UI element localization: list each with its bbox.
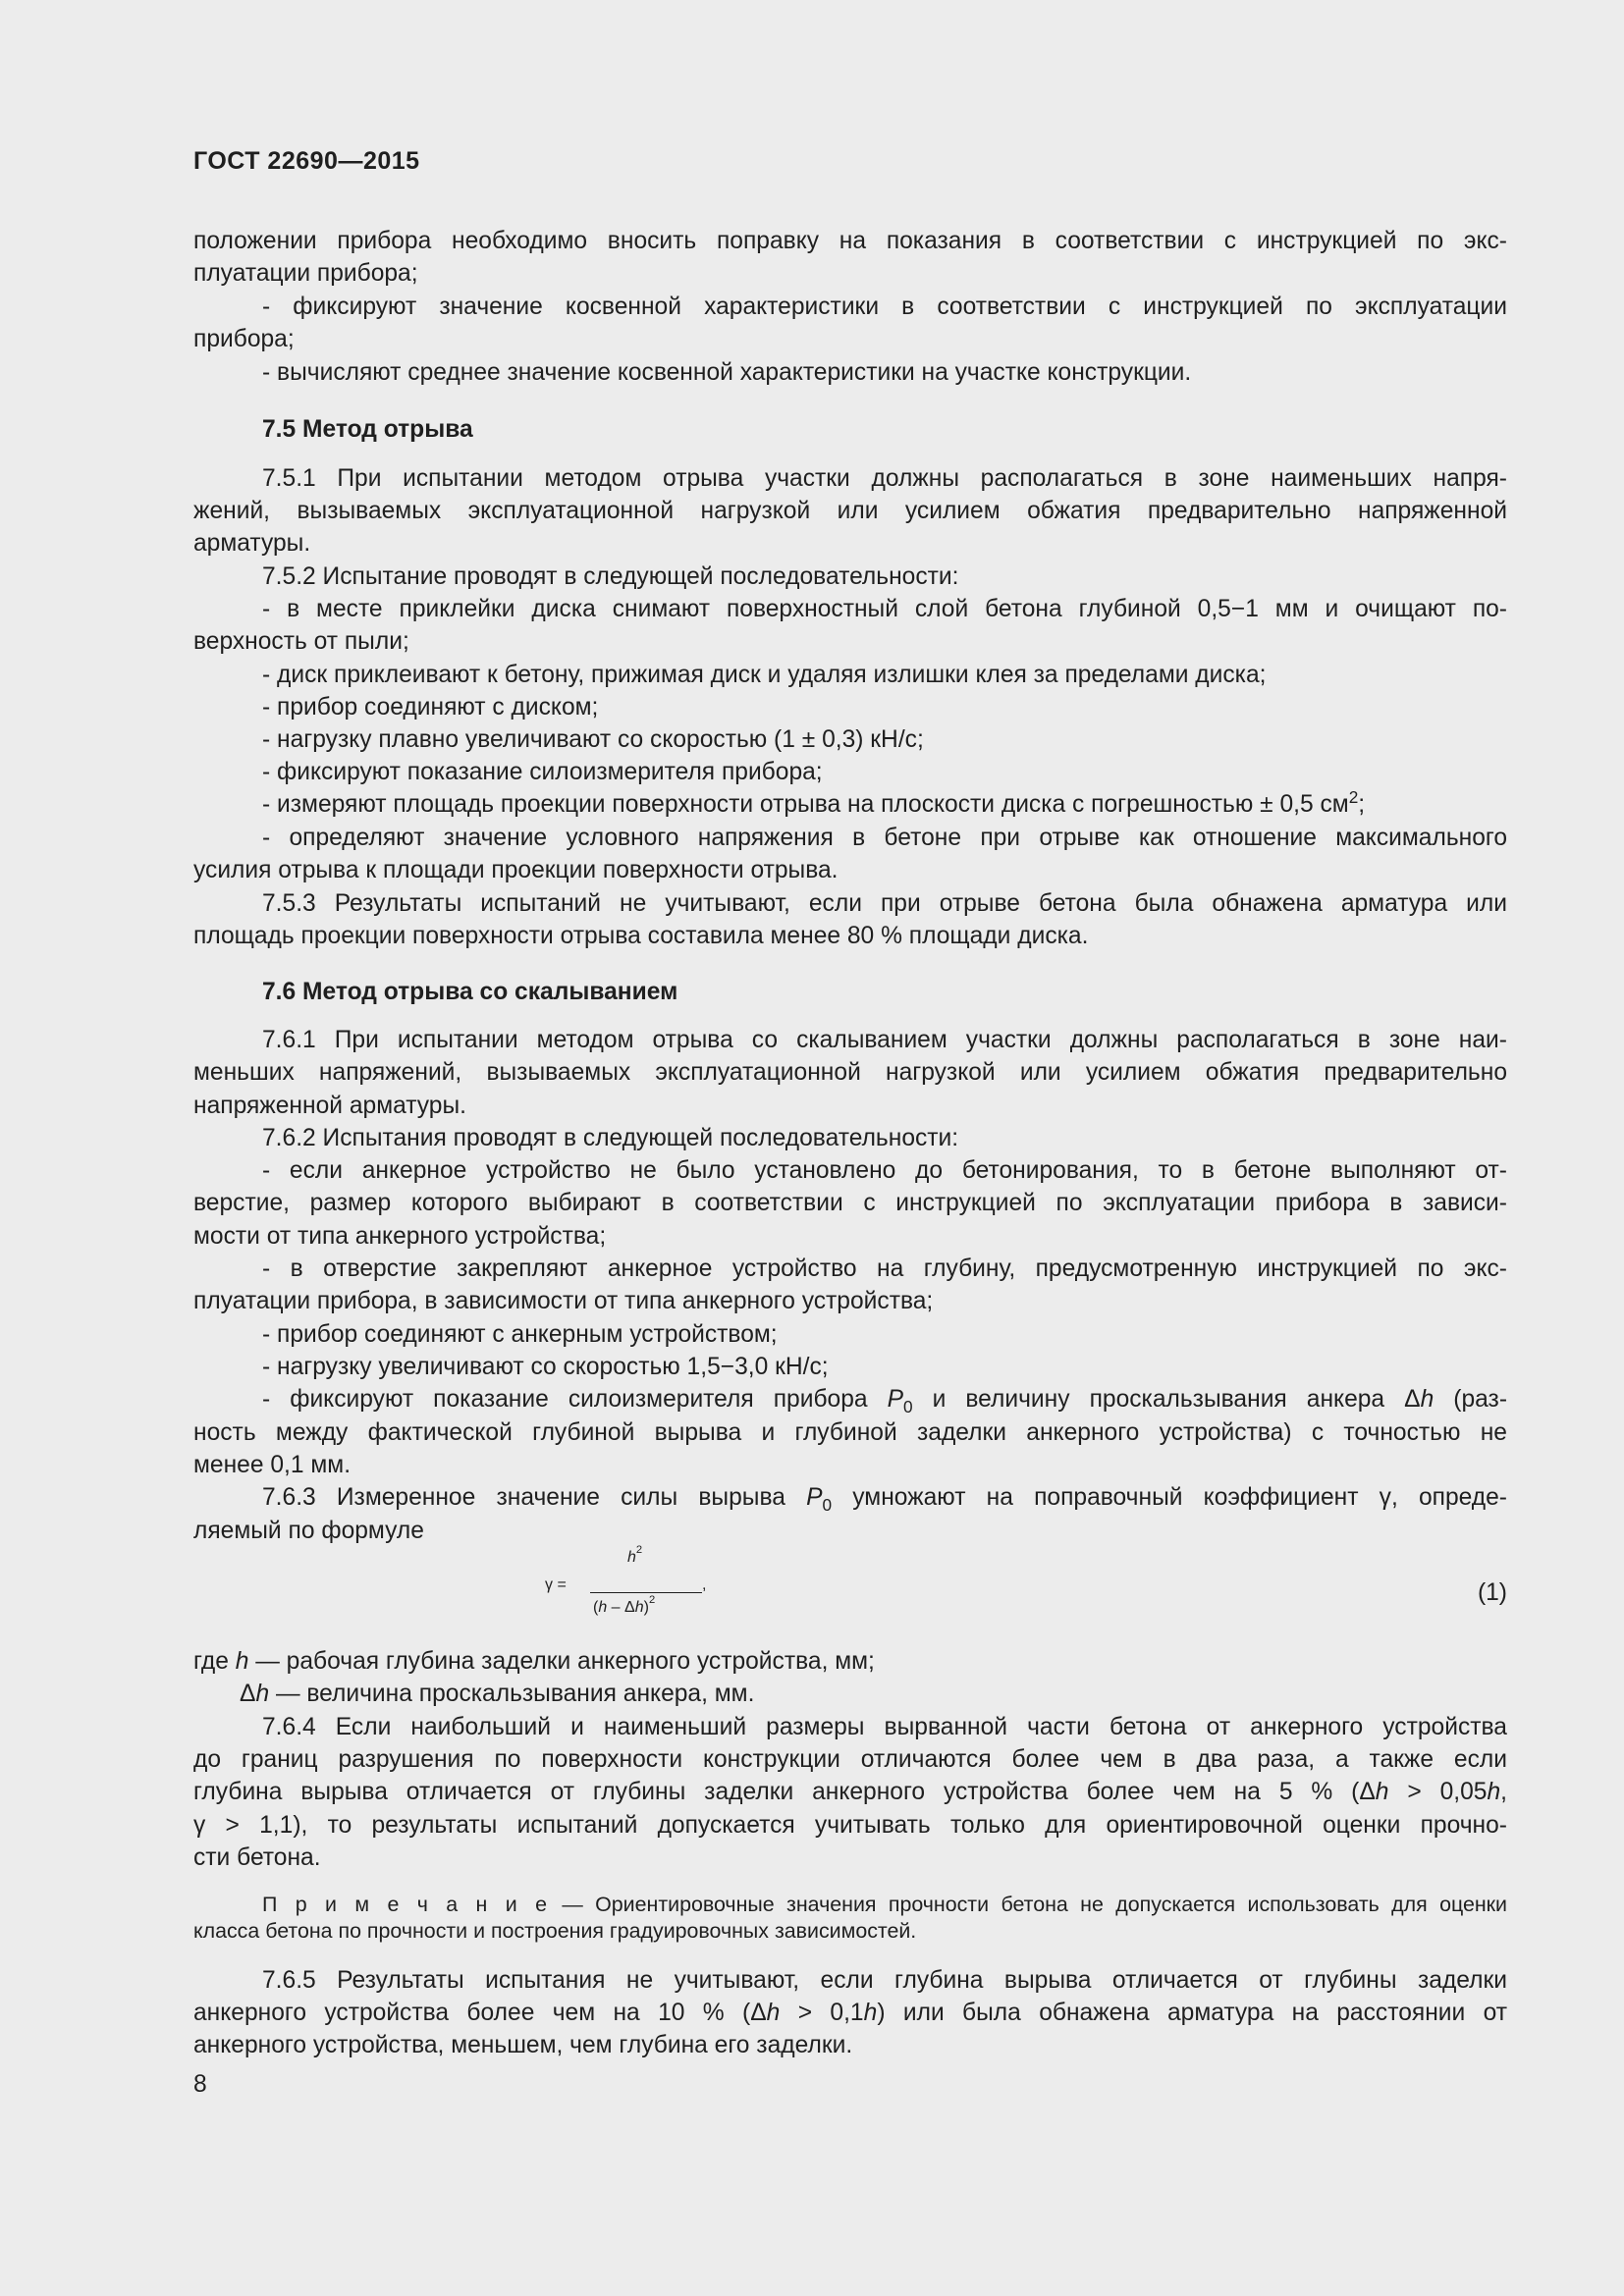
text-line: плуатации прибора, в зависимости от типа анкерного устройства; <box>193 1288 934 1314</box>
text-line: арматуры. <box>193 530 311 557</box>
text-line: глубина вырыва отличается от глубины заделки анкерного устройства более чем на 5 % (Δh > 0,05h, <box>193 1779 1507 1805</box>
note-label: П р и м е ч а н и е <box>262 1893 550 1916</box>
text-line: анкерного устройства, меньшем, чем глубина его заделки. <box>193 2032 853 2058</box>
text-line: 7.5.1 При испытании методом отрыва участки должны располагаться в зоне наименьших напря- <box>262 465 1507 492</box>
text-line: напряженной арматуры. <box>193 1093 466 1119</box>
text-line: - фиксируют показание силоизмерителя прибора; <box>262 759 823 785</box>
text-line: плуатации прибора; <box>193 260 418 287</box>
text-line: - если анкерное устройство не было установлено до бетонирования, то в бетоне выполняют от- <box>262 1157 1507 1184</box>
text-line: 7.6.4 Если наибольший и наименьший размеры вырванной части бетона от анкерного устройства <box>262 1714 1507 1740</box>
text-line: мости от типа анкерного устройства; <box>193 1223 607 1250</box>
formula-numerator: $h^2$ <box>627 1544 643 1566</box>
text-line: - прибор соединяют с анкерным устройством; <box>262 1321 778 1348</box>
formula-gamma <box>545 1544 938 1637</box>
formula-lhs: γ = <box>545 1576 567 1593</box>
text-line: - в месте приклейки диска снимают поверхностный слой бетона глубиной 0,5−1 мм и очищают по- <box>262 596 1507 622</box>
text-line: площадь проекции поверхности отрыва составила менее 80 % площади диска. <box>193 923 1089 949</box>
text-line: менее 0,1 мм. <box>193 1452 352 1478</box>
formula-comma: , <box>702 1576 707 1593</box>
text-line: Δh — величина проскальзывания анкера, мм. <box>240 1681 755 1707</box>
text-line: 7.6.2 Испытания проводят в следующей последовательности: <box>262 1125 959 1151</box>
text-line: - измеряют площадь проекции поверхности отрыва на плоскости диска с погрешностью ± 0,5 $см^2$; <box>262 787 1366 818</box>
equation-number: (1) <box>1477 1579 1507 1606</box>
text-line: - вычисляют среднее значение косвенной характеристики на участке конструкции. <box>262 359 1192 386</box>
text-line: - фиксируют показание силоизмерителя прибора $P_0$ и величину проскальзывания анкера Δh (раз- <box>262 1386 1508 1416</box>
text-line: 7.5.3 Результаты испытаний не учитывают, если при отрыве бетона была обнажена арматура или <box>262 890 1507 917</box>
document-header: ГОСТ 22690—2015 <box>193 147 420 175</box>
text-line: 7.5.2 Испытание проводят в следующей последовательности: <box>262 563 959 590</box>
text-line: ность между фактической глубиной вырыва и глубиной заделки анкерного устройства) с точностью не <box>193 1419 1507 1446</box>
text-line: - в отверстие закрепляют анкерное устройство на глубину, предусмотренную инструкцией по экс- <box>262 1255 1507 1282</box>
text-line: - прибор соединяют с диском; <box>262 694 599 721</box>
text-line: - нагрузку увеличивают со скоростью 1,5−3,0 кН/с; <box>262 1354 829 1380</box>
note-line: класса бетона по прочности и построения градуировочных зависимостей. <box>193 1919 917 1943</box>
text-line: меньших напряжений, вызываемых эксплуатационной нагрузкой или усилием обжатия предварительно <box>193 1059 1507 1086</box>
text-line: 7.6.5 Результаты испытания не учитывают, если глубина вырыва отличается от глубины заделки <box>262 1967 1507 1994</box>
text-line: где h — рабочая глубина заделки анкерного устройства, мм; <box>193 1648 875 1675</box>
text-line: верхность от пыли; <box>193 628 409 655</box>
page-number: 8 <box>193 2071 207 2098</box>
text-line: до границ разрушения по поверхности конструкции отличаются более чем в два раза, а также если <box>193 1746 1507 1773</box>
text-line: ляемый по формуле <box>193 1518 424 1544</box>
text-line: - нагрузку плавно увеличивают со скоростью (1 ± 0,3) кН/с; <box>262 726 924 753</box>
section-heading-7-6: 7.6 Метод отрыва со скалыванием <box>262 979 678 1005</box>
text-line: верстие, размер которого выбирают в соответствии с инструкцией по эксплуатации прибора в зависи- <box>193 1190 1507 1216</box>
text-line: усилия отрыва к площади проекции поверхности отрыва. <box>193 857 839 883</box>
text-line: жений, вызываемых эксплуатационной нагрузкой или усилием обжатия предварительно напряженной <box>193 498 1507 524</box>
text-line: сти бетона. <box>193 1844 321 1871</box>
section-heading-7-5: 7.5 Метод отрыва <box>262 416 473 443</box>
text-line: 7.6.1 При испытании методом отрыва со скалыванием участки должны располагаться в зоне наи- <box>262 1027 1507 1053</box>
text-line: анкерного устройства более чем на 10 % (Δh > 0,1h) или была обнажена арматура на расстоянии от <box>193 2000 1508 2026</box>
formula-denominator: (h – Δh)$^2$ <box>593 1594 656 1616</box>
text-line: положении прибора необходимо вносить поправку на показания в соответствии с инструкцией по экс- <box>193 228 1507 254</box>
fraction-bar <box>590 1592 702 1593</box>
text-line: 7.6.3 Измеренное значение силы вырыва $P_0$ умножают на поправочный коэффициент γ, опреде- <box>262 1484 1507 1515</box>
text-line: - определяют значение условного напряжения в бетоне при отрыве как отношение максимального <box>262 825 1507 851</box>
text-line: - диск приклеивают к бетону, прижимая диск и удаляя излишки клея за пределами диска; <box>262 662 1267 688</box>
text-line: прибора; <box>193 326 295 352</box>
text-line: - фиксируют значение косвенной характеристики в соответствии с инструкцией по эксплуатации <box>262 294 1507 320</box>
text-line: γ > 1,1), то результаты испытаний допускается учитывать только для ориентировочной оценки прочно- <box>193 1812 1507 1839</box>
note-line: П р и м е ч а н и е — Ориентировочные значения прочности бетона не допускается использовать для оценки <box>262 1893 1507 1916</box>
